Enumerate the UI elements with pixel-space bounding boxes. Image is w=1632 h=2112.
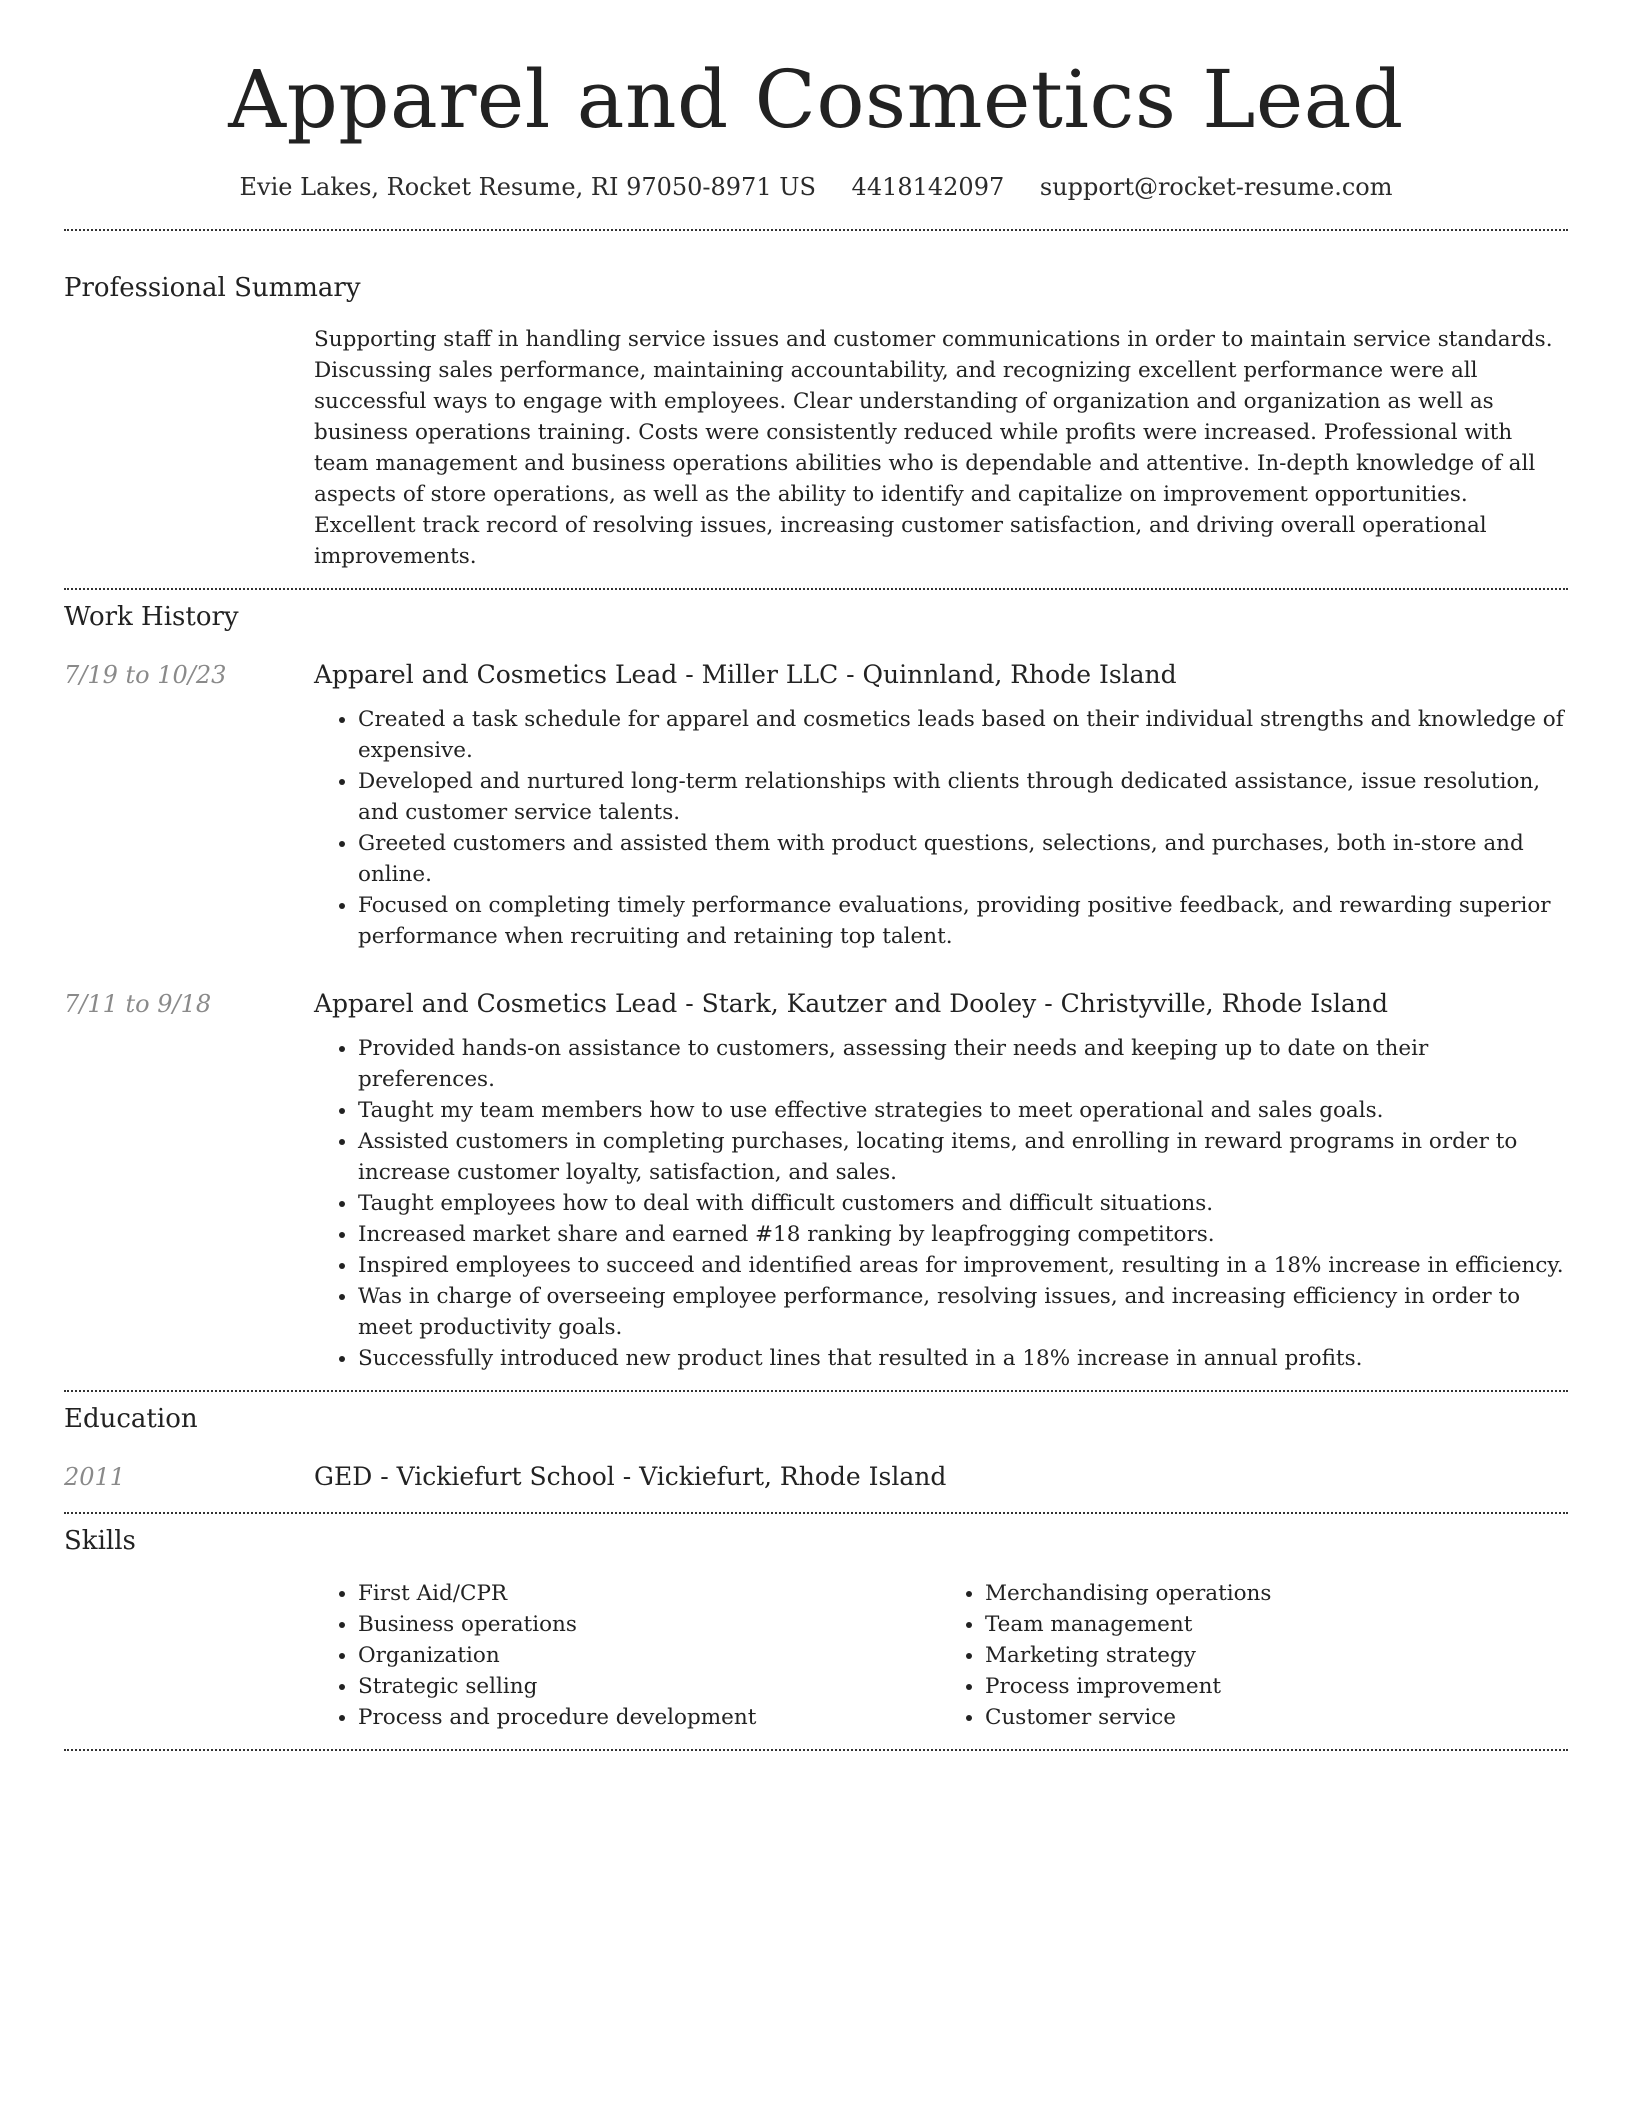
list-item: • Strategic selling <box>358 1671 941 1702</box>
list-item: • Successfully introduced new product lines that resulted in a 18% increase in annual profits. <box>358 1343 1568 1374</box>
list-item: • Customer service <box>985 1702 1568 1733</box>
list-item: • Business operations <box>358 1609 941 1640</box>
divider <box>64 229 1568 231</box>
list-item: • Increased market share and earned #18 ranking by leapfrogging competitors. <box>358 1219 1568 1250</box>
skills-column-left <box>314 1578 941 1733</box>
job-entry <box>64 658 1568 952</box>
job-heading: Apparel and Cosmetics Lead - Stark, Kautzer and Dooley - Christyville, Rhode Island <box>314 989 1389 1018</box>
contact-address: Evie Lakes, Rocket Resume, RI 97050-8971 US <box>239 173 816 201</box>
job-dates: 7/11 to 9/18 <box>64 990 212 1018</box>
list-item: • Inspired employees to succeed and identified areas for improvement, resulting in a 18% increase in efficiency. <box>358 1250 1568 1281</box>
resume-name: Apparel and Cosmetics Lead <box>228 53 1404 146</box>
list-item: • Focused on completing timely performance evaluations, providing positive feedback, and rewarding superior performance when recruiting and retaining top talent. <box>358 890 1568 952</box>
list-item: • Marketing strategy <box>985 1640 1568 1671</box>
skills-list <box>314 1578 1568 1733</box>
section-title-summary: Professional Summary <box>64 273 361 303</box>
divider <box>64 1390 1568 1392</box>
job-dates: 7/19 to 10/23 <box>64 661 227 689</box>
list-item: • Was in charge of overseeing employee performance, resolving issues, and increasing efficiency in order to meet productivity goals. <box>358 1281 1568 1343</box>
section-title-education: Education <box>64 1404 198 1434</box>
divider <box>64 588 1568 590</box>
section-title-work-history: Work History <box>64 602 239 632</box>
divider <box>64 1512 1568 1514</box>
job-entry <box>64 987 1568 1374</box>
contact-phone: 4418142097 <box>851 173 1005 201</box>
list-item: • Assisted customers in completing purchases, locating items, and enrolling in reward programs in order to increase customer loyalty, satisfaction, and sales. <box>358 1126 1568 1188</box>
list-item: • Team management <box>985 1609 1568 1640</box>
list-item: • First Aid/CPR <box>358 1578 941 1609</box>
job-bullets <box>314 1033 1568 1374</box>
education-heading: GED - Vickiefurt School - Vickiefurt, Rhode Island <box>314 1462 947 1491</box>
list-item: • Greeted customers and assisted them with product questions, selections, and purchases, both in-store and online. <box>358 828 1568 890</box>
list-item: • Merchandising operations <box>985 1578 1568 1609</box>
list-item: • Taught employees how to deal with difficult customers and difficult situations. <box>358 1188 1568 1219</box>
list-item: • Organization <box>358 1640 941 1671</box>
job-bullets <box>314 704 1568 952</box>
list-item: • Process and procedure development <box>358 1702 941 1733</box>
job-heading: Apparel and Cosmetics Lead - Miller LLC - Quinnland, Rhode Island <box>314 660 1177 689</box>
list-item: • Created a task schedule for apparel and cosmetics leads based on their individual strengths and knowledge of expensive. <box>358 704 1568 766</box>
contact-email: support@rocket-resume.com <box>1039 173 1393 201</box>
list-item: • Developed and nurtured long-term relationships with clients through dedicated assistance, issue resolution, and customer service talents. <box>358 766 1568 828</box>
list-item: • Provided hands-on assistance to customers, assessing their needs and keeping up to date on their preferences. <box>358 1033 1568 1095</box>
list-item: • Process improvement <box>985 1671 1568 1702</box>
section-title-skills: Skills <box>64 1526 136 1556</box>
list-item: • Taught my team members how to use effective strategies to meet operational and sales goals. <box>358 1095 1568 1126</box>
education-entry <box>64 1460 1568 1494</box>
skills-column-right <box>941 1578 1568 1733</box>
contact-line <box>64 170 1568 204</box>
education-year: 2011 <box>64 1463 126 1491</box>
divider <box>64 1749 1568 1751</box>
resume-page <box>64 0 1568 1751</box>
summary-text: Supporting staff in handling service issues and customer communications in order to maintain service standards. Discussing sales performance, maintaining accountability, and recognizing excellent performance were all successful ways to engage with employees. Clear understanding of organization and organization as well as business operations training. Costs were consistently reduced while profits were increased. Professional with team management and business operations abilities who is dependable and attentive. In-depth knowledge of all aspects of store operations, as well as the ability to identify and capitalize on improvement opportunities. Excellent track record of resolving issues, increasing customer satisfaction, and driving overall operational improvements. <box>314 327 1553 569</box>
